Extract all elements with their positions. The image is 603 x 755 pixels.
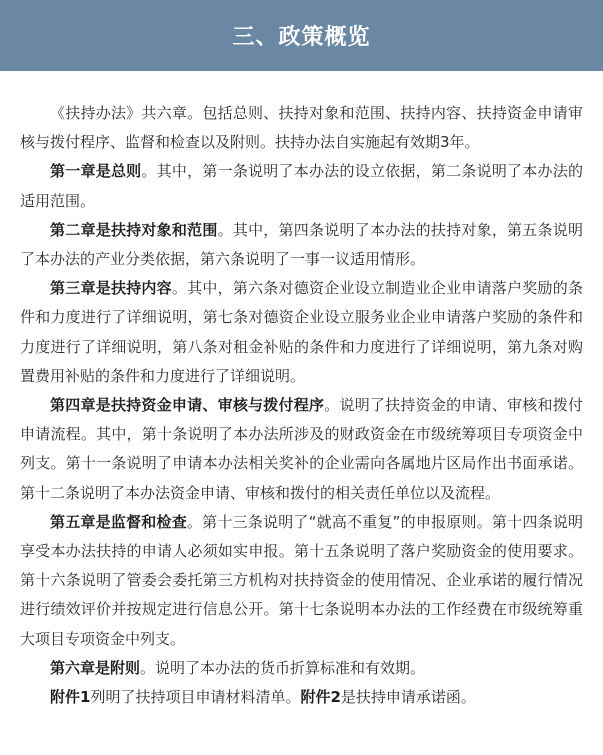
paragraph-text: 。其中，第四条说明了本办法的扶持对象，第五条说明了本办法的产业分类依据，第六条说明了一事一议适用情形。: [20, 220, 583, 269]
paragraph-text: 。说明了扶持资金的申请、审核和拨付申请流程。其中，第十条说明了本办法所涉及的财政资金在市级统筹项目专项资金中列支。第十一条说明了申请本办法相关奖补的企业需向各属地片区局作出书面承诺。第十二条说明了本办法资金申请、审核和拨付的相关责任单位以及流程。: [20, 396, 583, 502]
chapter-heading: 第二章是扶持对象和范围: [50, 220, 218, 239]
section-header: [0, 0, 603, 71]
chapter-heading: 第六章是附则: [50, 658, 141, 677]
paragraph-chapter-4: [20, 391, 583, 508]
paragraph-chapter-3: [20, 274, 583, 391]
paragraph-text: 《扶持办法》共六章。包括总则、扶持对象和范围、扶持内容、扶持资金申请审核与拨付程序、监督和检查以及附则。扶持办法自实施起有效期3年。: [20, 104, 583, 152]
paragraph-intro: [20, 99, 583, 157]
paragraph-chapter-1: [20, 157, 583, 215]
paragraph-chapter-2: [20, 216, 583, 274]
paragraph-chapter-6: [20, 654, 583, 683]
paragraph-text: 。说明了本办法的货币折算标准和有效期。: [140, 658, 426, 677]
chapter-heading: 第一章是总则: [50, 162, 142, 181]
attachment-1-label: 附件1: [50, 688, 91, 707]
attachment-1-text: 列明了扶持项目申请材料清单。: [90, 688, 301, 707]
paragraph-text: 。其中，第一条说明了本办法的设立依据，第二条说明了本办法的适用范围。: [20, 162, 583, 210]
attachment-2-text: 是扶持申请承诺函。: [340, 688, 476, 707]
policy-overview-body: [0, 71, 603, 712]
paragraph-text: 。第十三条说明了“就高不重复”的申报原则。第十四条说明享受本办法扶持的申请人必须如实申报。第十五条说明了落户奖励资金的使用要求。第十六条说明了管委会委托第三方机构对扶持资金的使用情况、企业承诺的履行情况进行绩效评价并按规定进行信息公开。第十七条说明本办法的工作经费在市级统筹重大项目专项资金中列支。: [20, 512, 583, 648]
paragraph-attachments: [20, 683, 583, 712]
chapter-heading: 第三章是扶持内容: [50, 279, 172, 298]
paragraph-text: 。其中，第六条对德资企业设立制造业企业申请落户奖励的条件和力度进行了详细说明，第七条对德资企业设立服务业企业申请落户奖励的条件和力度进行了详细说明，第八条对租金补贴的条件和力度进行了详细说明，第九条对购置费用补贴的条件和力度进行了详细说明。: [20, 279, 583, 385]
section-title: 三、政策概览: [232, 25, 371, 50]
paragraph-chapter-5: [20, 508, 583, 654]
chapter-heading: 第四章是扶持资金申请、审核与拨付程序: [50, 396, 325, 415]
attachment-2-label: 附件2: [300, 688, 341, 707]
chapter-heading: 第五章是监督和检查: [50, 512, 187, 531]
